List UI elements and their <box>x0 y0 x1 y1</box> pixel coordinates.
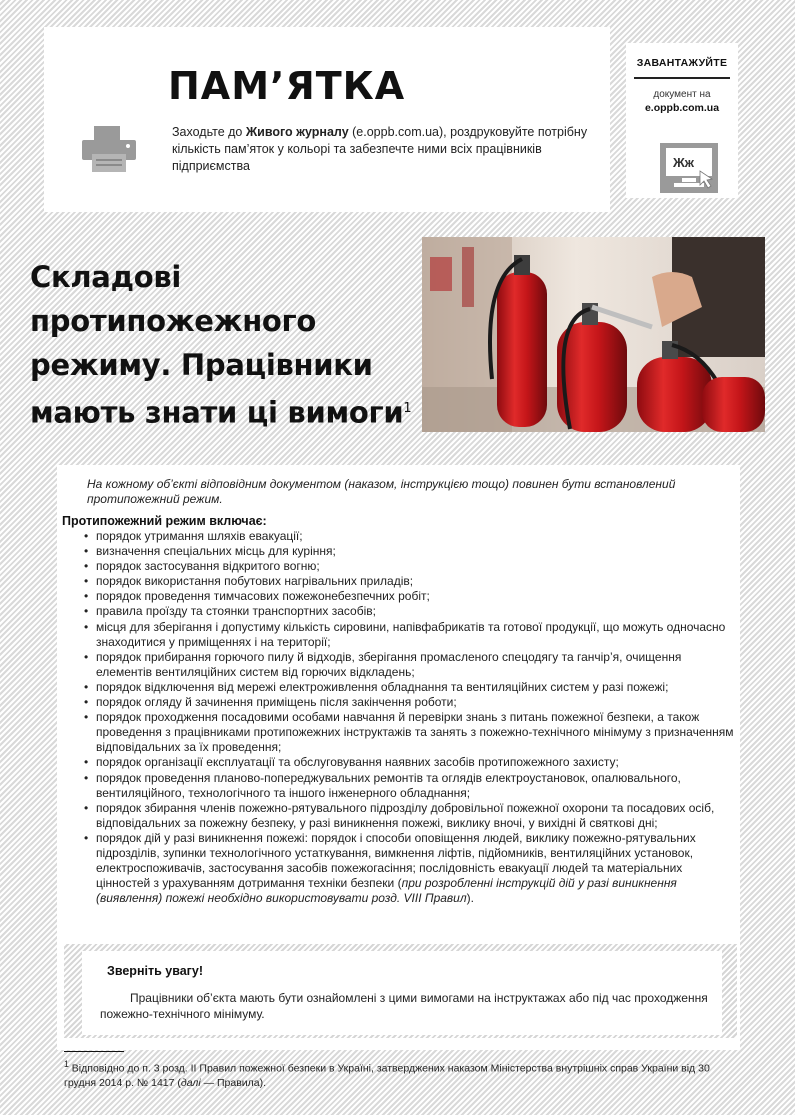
download-caption: документ на <box>653 89 711 100</box>
download-url[interactable]: e.oppb.com.ua <box>644 102 720 114</box>
footnote-italic: далі <box>180 1076 201 1089</box>
footnote <box>64 1057 736 1090</box>
list-item: • місця для зберігання і допустиму кількість сировини, напівфабрикатів та готової продукції, що можуть одночасно знаходитися у приміщеннях і на території; <box>62 620 738 650</box>
header-text-end: (e.oppb.com.ua), роздруковуйте потрібну кількість пам’яток у кольорі та забезпечте ними всіх працівників підприємства <box>172 125 588 173</box>
footnote-divider <box>64 1051 124 1052</box>
header-instructions <box>172 124 592 175</box>
list-item: • порядок проведення тимчасових пожежонебезпечних робіт; <box>62 589 738 604</box>
list-item: • порядок проведення планово-попереджувальних ремонтів та оглядів електроустановок, опалювального, вентиляційного, технологічного та іншого інженерного обладнання; <box>62 771 738 801</box>
last-item-text: порядок дій у разі виникнення пожежі: порядок і способи оповіщення людей, виклику пожежно-рятувальних підрозділів, зупинки технологічного устаткування, вимкнення ліфтів, підйомників, вентиляційних установок, електроспоживачів, застосування засобів пожежогасіння; послідовність евакуації людей та матеріальних цінностей з урахуванням дотримання техніки безпеки ( <box>96 830 696 891</box>
fire-extinguishers-photo <box>422 237 765 432</box>
footnote-mark: 1 <box>64 1059 69 1069</box>
list-item: • порядок застосування відкритого вогню; <box>62 559 738 574</box>
list-item-last <box>62 831 738 906</box>
list-item: • визначення спеціальних місць для куріння; <box>62 544 738 559</box>
main-title <box>30 255 420 435</box>
main-title-text: Складові протипожежного режиму. Працівники мають знати ці вимоги <box>30 260 404 430</box>
header-card <box>44 27 610 212</box>
intro-text: На кожному об’єкті відповідним документом (наказом, інструкцією тощо) повинен бути встановлений протипожежний режим. <box>87 477 676 506</box>
list-item: • порядок використання побутових нагрівальних приладів; <box>62 574 738 589</box>
header-text-start: Заходьте до <box>172 125 246 139</box>
list-item: • порядок огляду й зачинення приміщень після закінчення роботи; <box>62 695 738 710</box>
list-item: • порядок прибирання горючого пилу й відходів, зберігання промасленого спецодягу та ганчір’я, очищення елементів вентиляційних систем від горючих відкладень; <box>62 650 738 680</box>
journal-icon-label: Жж <box>673 155 694 170</box>
list-item: • порядок збирання членів пожежно-рятувального підрозділу добровільної пожежної охорони та посадових осіб, відповідальних за пожежну безпеку, у разі виникнення пожежі, виклику вночі, у вихідні й святкові дні; <box>62 801 738 831</box>
list-item: • правила проїзду та стоянки транспортних засобів; <box>62 604 738 619</box>
notice-title: Зверніть увагу! <box>107 964 203 978</box>
journal-computer-icon[interactable] <box>660 143 718 193</box>
footnote-end: — Правила). <box>200 1076 267 1089</box>
footnote-text: Відповідно до п. 3 розд. II Правил пожежної безпеки в Україні, затверджених наказом Міністерства внутрішніх справ України від 30 грудня 2014 р. № 1417 ( <box>64 1062 710 1089</box>
live-journal-name: Живого журналу <box>245 125 349 139</box>
download-title: ЗАВАНТАЖУЙТЕ <box>636 57 728 69</box>
requirements-list <box>62 529 738 906</box>
printer-icon <box>80 124 138 174</box>
page-heading: ПАМ’ЯТКА <box>168 64 406 108</box>
last-item-italic: при розробленні інструкцій дій у разі виникнення (виявлення) пожежі необхідно використовувати розд. VIII Правил <box>96 876 677 906</box>
list-item: • порядок утримання шляхів евакуації; <box>62 529 738 544</box>
intro-paragraph <box>61 477 739 507</box>
list-item: • порядок відключення від мережі електроживлення обладнання та вентиляційних систем у разі пожежі; <box>62 680 738 695</box>
title-footnote-mark: 1 <box>403 401 412 416</box>
last-item-end: ). <box>466 891 474 906</box>
list-item: • порядок проходження посадовими особами навчання й перевірки знань з питань пожежної безпеки, а також проведення з працівниками протипожежних інструктажів та занять з пожежно-технічного мінімуму з призначенням відповідальних за їх проведення; <box>62 710 738 755</box>
notice-text: Працівники об’єкта мають бути ознайомлені з цими вимогами на інструктажах або під час проходження пожежно-технічного мінімуму. <box>100 991 708 1021</box>
list-item: • порядок організації експлуатації та обслуговування наявних засобів протипожежного захисту; <box>62 755 738 770</box>
download-divider <box>634 77 730 79</box>
list-heading: Протипожежний режим включає: <box>62 514 267 528</box>
